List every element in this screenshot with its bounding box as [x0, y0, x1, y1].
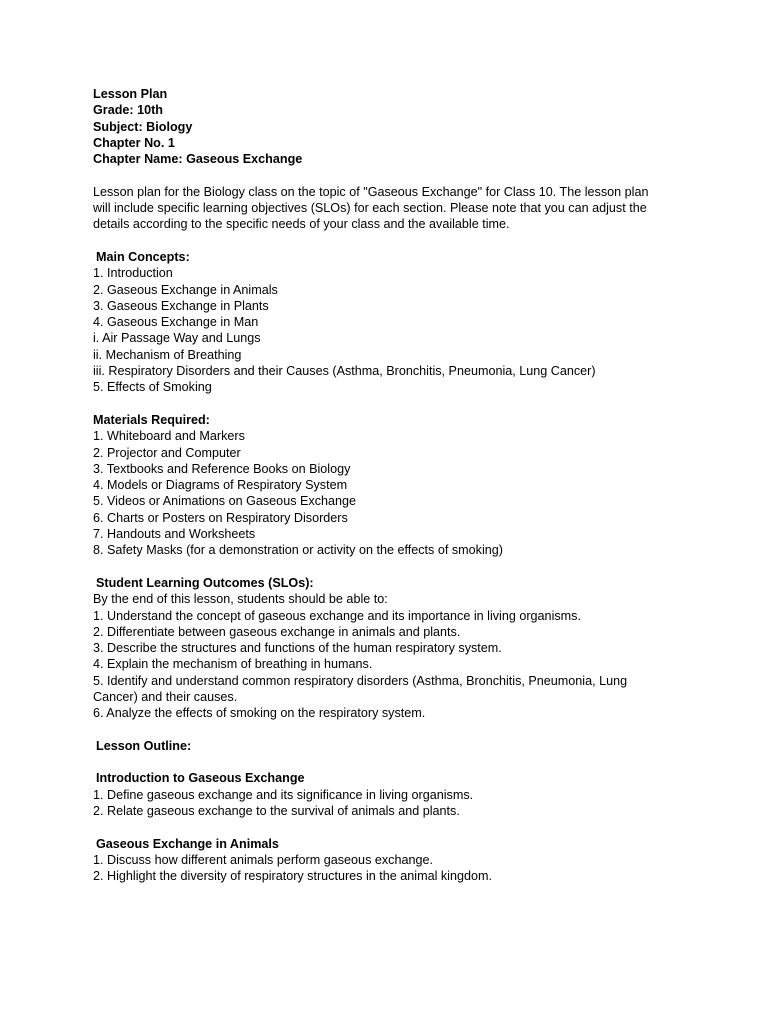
- list-item: i. Air Passage Way and Lungs: [93, 331, 261, 346]
- spacer: [93, 722, 693, 738]
- slos-section: [93, 575, 693, 722]
- list-item: 1. Discuss how different animals perform gaseous exchange.: [93, 852, 433, 867]
- lesson-outline-heading: Lesson Outline:: [96, 738, 192, 753]
- list-item: 6. Analyze the effects of smoking on the respiratory system.: [93, 706, 426, 721]
- intro-line: details according to the specific needs of your class and the available time.: [93, 217, 510, 232]
- materials-section: [93, 412, 693, 559]
- chapter-number-line: Chapter No. 1: [93, 135, 175, 150]
- list-item: 4. Explain the mechanism of breathing in humans.: [93, 657, 373, 672]
- list-item: 3. Textbooks and Reference Books on Biology: [93, 461, 351, 476]
- list-item: 5. Videos or Animations on Gaseous Exchange: [93, 494, 357, 509]
- spacer: [93, 559, 693, 575]
- list-item: 3. Gaseous Exchange in Plants: [93, 298, 269, 313]
- list-item: 4. Gaseous Exchange in Man: [93, 315, 259, 330]
- main-concepts-heading: Main Concepts:: [96, 249, 190, 264]
- list-item: 4. Models or Diagrams of Respiratory System: [93, 478, 348, 493]
- materials-heading: Materials Required:: [93, 412, 210, 427]
- list-item: 8. Safety Masks (for a demonstration or activity on the effects of smoking): [93, 543, 503, 558]
- list-item: 5. Effects of Smoking: [93, 380, 212, 395]
- list-item: 2. Relate gaseous exchange to the survival of animals and plants.: [93, 804, 460, 819]
- list-item: 2. Highlight the diversity of respiratory structures in the animal kingdom.: [93, 869, 492, 884]
- subject-line: Subject: Biology: [93, 119, 193, 134]
- list-item: iii. Respiratory Disorders and their Causes (Asthma, Bronchitis, Pneumonia, Lung Cancer): [93, 364, 596, 379]
- document-page: [93, 86, 693, 885]
- outline-section-heading: Introduction to Gaseous Exchange: [96, 771, 305, 786]
- main-concepts-section: [93, 249, 693, 396]
- document-header: [93, 86, 693, 167]
- slos-intro: By the end of this lesson, students should be able to:: [93, 592, 388, 607]
- list-item: 5. Identify and understand common respiratory disorders (Asthma, Bronchitis, Pneumonia, Lung: [93, 673, 628, 688]
- list-item: ii. Mechanism of Breathing: [93, 347, 242, 362]
- list-item: 1. Introduction: [93, 266, 173, 281]
- document-title: Lesson Plan: [93, 87, 168, 101]
- intro-line: Lesson plan for the Biology class on the topic of "Gaseous Exchange" for Class 10. The lesson plan: [93, 184, 649, 199]
- list-item: 2. Gaseous Exchange in Animals: [93, 282, 278, 297]
- outline-section-heading: Gaseous Exchange in Animals: [96, 836, 279, 851]
- slos-heading: Student Learning Outcomes (SLOs):: [96, 575, 314, 590]
- list-item: 1. Understand the concept of gaseous exchange and its importance in living organisms.: [93, 608, 581, 623]
- list-item: 6. Charts or Posters on Respiratory Disorders: [93, 510, 348, 525]
- intro-line: will include specific learning objectives (SLOs) for each section. Please note that you can adjust the: [93, 201, 647, 216]
- list-item: 3. Describe the structures and functions of the human respiratory system.: [93, 641, 502, 656]
- list-item: 1. Define gaseous exchange and its significance in living organisms.: [93, 787, 474, 802]
- grade-line: Grade: 10th: [93, 103, 163, 118]
- spacer: [93, 819, 693, 835]
- spacer: [93, 396, 693, 412]
- list-item: 2. Projector and Computer: [93, 445, 241, 460]
- lesson-outline-section: [93, 738, 693, 885]
- spacer: [93, 167, 693, 183]
- list-item: Cancer) and their causes.: [93, 689, 238, 704]
- intro-paragraph: [93, 184, 693, 233]
- list-item: 1. Whiteboard and Markers: [93, 429, 245, 444]
- spacer: [93, 754, 693, 770]
- chapter-name-line: Chapter Name: Gaseous Exchange: [93, 152, 303, 167]
- spacer: [93, 233, 693, 249]
- list-item: 2. Differentiate between gaseous exchange in animals and plants.: [93, 624, 461, 639]
- list-item: 7. Handouts and Worksheets: [93, 527, 256, 542]
